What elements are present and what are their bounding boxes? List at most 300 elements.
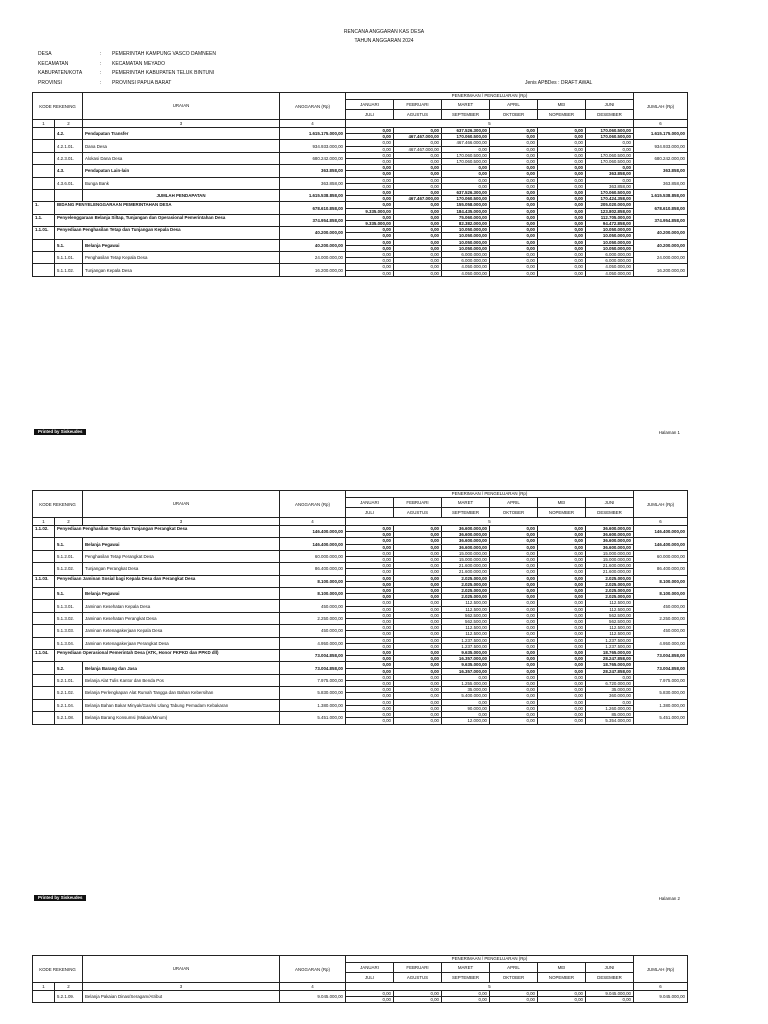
month-value-top: 0,00 <box>538 128 586 134</box>
month-value-bottom: 0,00 <box>490 581 538 587</box>
month-value-bottom: 0,00 <box>346 718 394 724</box>
month-value-bottom: 36.600.000,00 <box>442 532 490 538</box>
month-value-bottom: 0,00 <box>490 196 538 202</box>
jumlah-cell: 7.975.000,00 <box>634 674 688 686</box>
month-value-bottom: 0,00 <box>490 594 538 600</box>
report-title-block <box>0 28 768 46</box>
month-value-bottom: 0,00 <box>442 146 490 152</box>
month-value-bottom: 1.237.500,00 <box>586 643 634 649</box>
month-value-top: 1.237.500,00 <box>442 637 490 643</box>
uraian-cell: Pendapatan Transfer <box>83 128 280 140</box>
uraian-cell: Belanja Perlengkapan Alat Rumah Tangga dan Bahan Kebersihan <box>83 687 280 699</box>
month-header-cell <box>538 498 586 518</box>
penerimaan-header: PENERIMAAN / PENGELUARAN (Rp) <box>346 93 634 100</box>
month-value-bottom: 36.600.000,00 <box>586 544 634 550</box>
month-value-top: 15.000.000,00 <box>442 550 490 556</box>
month-value-top: 0,00 <box>346 588 394 594</box>
uraian-cell: Jaminan Ketenagakerjaan Kepala Desa <box>83 625 280 637</box>
month-value-bottom: 0,00 <box>586 997 634 1003</box>
anggaran-cell: 1.380.000,00 <box>280 699 346 711</box>
kode-level-1: 1.1.01. <box>33 227 55 239</box>
uraian-cell: Penyediaan Penghasilan Tetap dan Tunjangan Perangkat Desa <box>55 526 280 538</box>
month-value-bottom: 0,00 <box>490 705 538 711</box>
month-value-top: 0,00 <box>346 264 394 270</box>
kode-level-2: 4.2.1.01. <box>55 140 83 152</box>
month-value-bottom: 467.467.000,00 <box>394 134 442 140</box>
month-value-top: 0,00 <box>346 140 394 146</box>
month-value-bottom: 0,00 <box>490 159 538 165</box>
jumlah-cell: 24.000.000,00 <box>634 252 688 264</box>
month-value-top: 0,00 <box>346 650 394 656</box>
month-value-top: 467.466.000,00 <box>442 140 490 146</box>
month-value-bottom: 0,00 <box>538 258 586 264</box>
month-value-top: 10.050.000,00 <box>586 227 634 233</box>
month-value-top: 0,00 <box>394 165 442 171</box>
jumlah-cell: 4.950.000,00 <box>634 637 688 649</box>
month-value-top: 0,00 <box>346 177 394 183</box>
anggaran-cell: 16.200.000,00 <box>280 264 346 276</box>
month-value-bottom: 94.472.858,00 <box>586 221 634 227</box>
jumlah-cell: 8.100.000,00 <box>634 588 688 600</box>
month-value-bottom: 0,00 <box>538 532 586 538</box>
anggaran-cell: 5.830.000,00 <box>280 687 346 699</box>
kode-level-2: 5.2.1.04. <box>55 699 83 711</box>
jumlah-cell: 146.400.000,00 <box>634 538 688 550</box>
month-value-top: 36.600.000,00 <box>442 538 490 544</box>
month-value-top: 0,00 <box>394 190 442 196</box>
month-value-top: 0,00 <box>394 674 442 680</box>
uraian-cell: Penghasilan Tetap Perangkat Desa <box>83 550 280 562</box>
month-value-top: 0,00 <box>538 239 586 245</box>
month-bottom-label: SEPTEMBER <box>451 975 480 980</box>
col-number: 6 <box>634 983 688 991</box>
month-value-top: 2.025.000,00 <box>442 575 490 581</box>
month-value-bottom: 28.247.858,00 <box>586 656 634 662</box>
anggaran-cell: 678.610.858,00 <box>280 202 346 214</box>
month-value-bottom: 0,00 <box>346 569 394 575</box>
col-number: 3 <box>83 120 280 128</box>
month-value-bottom: 0,00 <box>346 668 394 674</box>
month-value-bottom: 28.247.858,00 <box>586 668 634 674</box>
month-value-top: 562.500,00 <box>586 612 634 618</box>
month-value-bottom: 0,00 <box>394 693 442 699</box>
anggaran-cell: 680.242.000,00 <box>280 152 346 164</box>
month-value-bottom: 0,00 <box>346 631 394 637</box>
month-value-top: 0,00 <box>442 674 490 680</box>
month-value-bottom: 0,00 <box>442 171 490 177</box>
jumlah-cell: 450.000,00 <box>634 625 688 637</box>
month-value-bottom: 0,00 <box>538 544 586 550</box>
month-top-label: JUNI <box>586 963 633 973</box>
month-value-top: 0,00 <box>538 165 586 171</box>
month-value-top: 0,00 <box>538 687 586 693</box>
month-value-top: 0,00 <box>538 202 586 208</box>
month-bottom-label: JULI <box>364 510 375 515</box>
kode-rekening-header: KODE REKENING <box>33 956 83 983</box>
jumlah-cell: 5.830.000,00 <box>634 687 688 699</box>
month-value-top: 4.050.000,00 <box>442 264 490 270</box>
col-number: 5 <box>346 518 634 526</box>
anggaran-header: ANGGARAN (Rp) <box>280 491 346 518</box>
anggaran-cell: 5.451.000,00 <box>280 712 346 724</box>
month-value-bottom: 0,00 <box>538 557 586 563</box>
printed-by-badge: Printed by Siskeudes <box>34 895 86 901</box>
uraian-cell: Penyediaan Penghasilan Tetap dan Tunjangan Kepala Desa <box>55 227 280 239</box>
month-value-top: 75.060.000,00 <box>442 214 490 220</box>
month-bottom-label: NOPEMBER <box>548 112 575 117</box>
month-value-bottom: 10.050.000,00 <box>586 245 634 251</box>
kode-level-1 <box>33 140 55 152</box>
col-number: 1 <box>33 120 55 128</box>
month-value-bottom: 0,00 <box>538 208 586 214</box>
month-value-bottom: 0,00 <box>394 208 442 214</box>
month-value-top: 0,00 <box>586 177 634 183</box>
month-top-label: MEI <box>538 963 585 973</box>
month-value-bottom: 0,00 <box>538 619 586 625</box>
month-value-bottom: 170.060.500,00 <box>442 196 490 202</box>
month-value-bottom: 0,00 <box>490 134 538 140</box>
month-bottom-label: AGUSTUS <box>406 975 429 980</box>
month-value-top: 112.500,00 <box>442 625 490 631</box>
kode-level-1 <box>33 991 55 1003</box>
month-value-top: 0,00 <box>490 177 538 183</box>
month-value-top: 0,00 <box>538 152 586 158</box>
month-value-bottom: 0,00 <box>490 619 538 625</box>
month-value-bottom: 0,00 <box>490 258 538 264</box>
uraian-cell: Belanja Barang Konsumsi (Makan/Minum) <box>83 712 280 724</box>
page-number: Halaman 1 <box>658 430 680 435</box>
kode-level-1 <box>33 612 55 624</box>
jumlah-cell: 2.250.000,00 <box>634 612 688 624</box>
kode-level-1: 1.1.03. <box>33 575 55 587</box>
kode-level-2 <box>55 190 83 202</box>
kode-level-1 <box>33 538 55 550</box>
jumlah-cell: 363.858,00 <box>634 165 688 177</box>
month-value-top: 0,00 <box>490 152 538 158</box>
month-value-bottom: 0,00 <box>346 643 394 649</box>
month-bottom-label: DESEMBER <box>597 112 622 117</box>
month-value-top: 0,00 <box>538 563 586 569</box>
col-number: 4 <box>280 120 346 128</box>
month-value-bottom: 0,00 <box>538 668 586 674</box>
col-number: 4 <box>280 983 346 991</box>
month-value-bottom: 0,00 <box>490 997 538 1003</box>
month-header-cell <box>490 498 538 518</box>
month-value-bottom: 0,00 <box>394 997 442 1003</box>
month-value-top: 0,00 <box>442 699 490 705</box>
header-row <box>33 956 688 963</box>
month-value-bottom: 0,00 <box>394 171 442 177</box>
anggaran-cell: 24.000.000,00 <box>280 252 346 264</box>
month-value-top: 9.045.000,00 <box>586 991 634 997</box>
month-bottom-label: OKTOBER <box>502 975 525 980</box>
month-value-top: 10.050.000,00 <box>442 239 490 245</box>
kode-level-2: 5.1.2.01. <box>55 550 83 562</box>
month-value-bottom: 562.500,00 <box>586 619 634 625</box>
month-value-bottom: 0,00 <box>394 221 442 227</box>
budget-table-page-1 <box>32 92 688 277</box>
month-value-top: 0,00 <box>394 264 442 270</box>
month-value-top: 15.000.000,00 <box>586 550 634 556</box>
col-number: 4 <box>280 518 346 526</box>
month-value-top: 0,00 <box>394 177 442 183</box>
month-value-bottom: 0,00 <box>394 656 442 662</box>
month-value-top: 0,00 <box>346 712 394 718</box>
month-value-top: 0,00 <box>346 550 394 556</box>
month-value-bottom: 360.000,00 <box>586 693 634 699</box>
anggaran-cell: 374.954.858,00 <box>280 214 346 226</box>
month-value-top: 0,00 <box>394 563 442 569</box>
kode-level-1 <box>33 674 55 686</box>
month-value-bottom: 9.335.000,00 <box>346 208 394 214</box>
header-row <box>33 93 688 100</box>
month-value-bottom: 0,00 <box>490 631 538 637</box>
kode-level-2: 5.2.1.08. <box>55 712 83 724</box>
report-page-1 <box>0 0 768 435</box>
month-value-top: 0,00 <box>394 991 442 997</box>
month-value-top: 36.600.000,00 <box>442 526 490 532</box>
month-value-bottom: 0,00 <box>490 233 538 239</box>
header-row <box>33 491 688 498</box>
month-value-bottom: 16.357.000,00 <box>442 656 490 662</box>
month-value-bottom: 0,00 <box>490 208 538 214</box>
col-number: 3 <box>83 518 280 526</box>
uraian-cell: Penghasilan Tetap Kepala Desa <box>83 252 280 264</box>
month-value-top: 2.025.000,00 <box>586 588 634 594</box>
month-header-cell <box>586 100 634 120</box>
month-value-top: 0,00 <box>394 550 442 556</box>
column-number-row <box>33 983 688 991</box>
kode-level-2: 5.1. <box>55 538 83 550</box>
kode-level-2: 4.2.3.01. <box>55 152 83 164</box>
month-value-bottom: 4.050.000,00 <box>586 270 634 276</box>
village-info <box>38 50 216 88</box>
month-value-bottom: 10.050.000,00 <box>586 233 634 239</box>
month-top-label: JUNI <box>586 100 633 110</box>
jenis-apbdes: Jenis APBDes : DRAFT AWAL <box>525 80 593 86</box>
month-value-top: 170.060.500,00 <box>442 152 490 158</box>
kode-level-2: 5.2.1.09. <box>55 991 83 1003</box>
month-value-top: 0,00 <box>538 650 586 656</box>
month-value-top: 0,00 <box>490 165 538 171</box>
month-value-top: 0,00 <box>394 662 442 668</box>
uraian-cell: Penyediaan Jaminan Sosial bagi Kepala Desa dan Perangkat Desa <box>55 575 280 587</box>
month-value-top: 0,00 <box>346 214 394 220</box>
kode-level-1 <box>33 128 55 140</box>
report-page-2 <box>0 470 768 910</box>
col-number: 6 <box>634 518 688 526</box>
uraian-cell: Jaminan Kesehatan Perangkat Desa <box>83 612 280 624</box>
uraian-cell: Belanja Bahan Bakar Minyak/Gas/Isi Ulang Tabung Pemadam Kebakaran <box>83 699 280 711</box>
month-value-bottom: 0,00 <box>346 245 394 251</box>
month-value-bottom: 4.050.000,00 <box>442 270 490 276</box>
month-value-top: 0,00 <box>490 227 538 233</box>
month-value-bottom: 2.025.000,00 <box>586 581 634 587</box>
month-value-top: 170.060.500,00 <box>586 152 634 158</box>
month-value-top: 0,00 <box>346 600 394 606</box>
anggaran-cell: 60.000.000,00 <box>280 550 346 562</box>
month-value-bottom: 0,00 <box>346 693 394 699</box>
kode-level-1: 1.1.04. <box>33 650 55 662</box>
month-value-bottom: 1.237.500,00 <box>442 643 490 649</box>
month-value-top: 0,00 <box>394 152 442 158</box>
month-value-top: 0,00 <box>538 227 586 233</box>
month-value-top: 2.025.000,00 <box>442 588 490 594</box>
month-header-cell <box>442 100 490 120</box>
month-value-bottom: 0,00 <box>538 705 586 711</box>
info-row-kecamatan: KECAMATAN : KECAMATAN MEYADO <box>38 60 166 67</box>
month-value-bottom: 0,00 <box>538 146 586 152</box>
kode-level-1: 1. <box>33 202 55 214</box>
month-value-bottom: 0,00 <box>538 581 586 587</box>
month-value-top: 0,00 <box>346 202 394 208</box>
month-value-top: 0,00 <box>538 991 586 997</box>
month-value-top: 0,00 <box>538 252 586 258</box>
month-value-top: 0,00 <box>490 588 538 594</box>
month-value-bottom: 123.802.858,00 <box>586 208 634 214</box>
anggaran-cell: 40.200.000,00 <box>280 227 346 239</box>
month-value-top: 0,00 <box>394 227 442 233</box>
month-value-bottom: 0,00 <box>346 606 394 612</box>
month-value-top: 0,00 <box>346 625 394 631</box>
uraian-cell: Belanja Pegawai <box>83 239 280 251</box>
month-value-top: 155.058.000,00 <box>442 202 490 208</box>
month-value-top: 0,00 <box>394 650 442 656</box>
month-value-top: 0,00 <box>346 699 394 705</box>
month-value-top: 0,00 <box>346 128 394 134</box>
month-value-bottom: 0,00 <box>394 631 442 637</box>
month-value-bottom: 0,00 <box>538 693 586 699</box>
month-value-bottom: 467.467.000,00 <box>394 196 442 202</box>
month-value-bottom: 170.060.500,00 <box>442 159 490 165</box>
anggaran-cell: 86.400.000,00 <box>280 563 346 575</box>
month-value-bottom: 21.600.000,00 <box>586 569 634 575</box>
kode-level-1 <box>33 165 55 177</box>
month-value-top: 0,00 <box>490 563 538 569</box>
month-value-top: 0,00 <box>490 612 538 618</box>
jumlah-cell: 73.004.858,00 <box>634 650 688 662</box>
jumlah-header: JUMLAH (Rp) <box>634 956 688 983</box>
month-value-top: 0,00 <box>394 699 442 705</box>
uraian-header: URAIAN <box>83 491 280 518</box>
jumlah-header: JUMLAH (Rp) <box>634 491 688 518</box>
month-value-top: 36.600.000,00 <box>586 526 634 532</box>
month-value-bottom: 363.858,00 <box>586 171 634 177</box>
month-value-bottom: 0,00 <box>394 245 442 251</box>
month-value-top: 0,00 <box>490 140 538 146</box>
kode-level-2: 4.3. <box>55 165 83 177</box>
month-value-top: 6.000.000,00 <box>586 252 634 258</box>
month-value-top: 0,00 <box>538 575 586 581</box>
month-value-bottom: 1.260.000,00 <box>586 705 634 711</box>
month-value-bottom: 0,00 <box>346 134 394 140</box>
month-value-bottom: 0,00 <box>586 146 634 152</box>
month-value-top: 21.600.000,00 <box>586 563 634 569</box>
month-header-cell <box>586 963 634 983</box>
anggaran-cell: 146.400.000,00 <box>280 526 346 538</box>
month-value-bottom: 0,00 <box>538 681 586 687</box>
month-value-bottom: 5.354.000,00 <box>586 718 634 724</box>
uraian-cell: Belanja Alat Tulis Kantor dan Benda Pos <box>83 674 280 686</box>
month-value-top: 0,00 <box>490 687 538 693</box>
month-value-bottom: 170.060.500,00 <box>586 159 634 165</box>
month-value-top: 0,00 <box>442 991 490 997</box>
kode-level-1 <box>33 588 55 600</box>
jumlah-cell: 73.004.858,00 <box>634 662 688 674</box>
col-number: 3 <box>83 983 280 991</box>
month-value-bottom: 0,00 <box>394 681 442 687</box>
month-value-bottom: 9.335.000,00 <box>346 221 394 227</box>
month-value-top: 0,00 <box>490 637 538 643</box>
month-value-top: 0,00 <box>538 177 586 183</box>
month-value-bottom: 112.500,00 <box>442 631 490 637</box>
anggaran-cell: 4.950.000,00 <box>280 637 346 649</box>
month-value-top: 10.050.000,00 <box>586 239 634 245</box>
month-value-bottom: 6.000.000,00 <box>442 258 490 264</box>
anggaran-cell: 934.933.000,00 <box>280 140 346 152</box>
month-value-bottom: 0,00 <box>394 159 442 165</box>
month-value-bottom: 112.500,00 <box>442 606 490 612</box>
month-value-top: 0,00 <box>394 612 442 618</box>
month-value-bottom: 0,00 <box>346 532 394 538</box>
month-value-bottom: 0,00 <box>490 171 538 177</box>
kode-level-2: 4.2. <box>55 128 83 140</box>
month-value-top: 0,00 <box>538 612 586 618</box>
month-value-bottom: 0,00 <box>490 557 538 563</box>
month-value-top: 0,00 <box>346 526 394 532</box>
month-value-bottom: 0,00 <box>346 594 394 600</box>
month-value-bottom: 0,00 <box>394 619 442 625</box>
uraian-cell: Alokasi Dana Desa <box>83 152 280 164</box>
month-bottom-label: SEPTEMBER <box>451 112 480 117</box>
month-value-bottom: 6.000.000,00 <box>586 258 634 264</box>
month-value-bottom: 170.060.500,00 <box>586 134 634 140</box>
month-value-top: 10.050.000,00 <box>442 227 490 233</box>
month-value-bottom: 0,00 <box>346 171 394 177</box>
month-value-bottom: 0,00 <box>490 270 538 276</box>
month-value-bottom: 0,00 <box>442 183 490 189</box>
month-value-bottom: 0,00 <box>394 544 442 550</box>
uraian-cell: JUMLAH PENDAPATAN <box>83 190 280 202</box>
month-value-bottom: 170.060.500,00 <box>442 134 490 140</box>
month-value-top: 170.060.500,00 <box>586 190 634 196</box>
month-value-bottom: 10.050.000,00 <box>442 245 490 251</box>
month-value-bottom: 0,00 <box>394 705 442 711</box>
month-value-top: 0,00 <box>538 588 586 594</box>
month-value-top: 36.600.000,00 <box>586 538 634 544</box>
month-value-bottom: 0,00 <box>394 718 442 724</box>
month-value-top: 0,00 <box>490 214 538 220</box>
month-value-bottom: 2.025.000,00 <box>442 581 490 587</box>
month-bottom-label: OKTOBER <box>502 510 525 515</box>
month-bottom-label: NOPEMBER <box>548 510 575 515</box>
month-value-top: 0,00 <box>346 252 394 258</box>
uraian-cell: Dana Desa <box>83 140 280 152</box>
month-value-top: 0,00 <box>490 674 538 680</box>
month-value-bottom: 184.435.000,00 <box>442 208 490 214</box>
month-value-top: 0,00 <box>394 128 442 134</box>
month-value-top: 0,00 <box>394 202 442 208</box>
month-value-top: 0,00 <box>538 526 586 532</box>
month-value-top: 0,00 <box>394 526 442 532</box>
anggaran-header: ANGGARAN (Rp) <box>280 93 346 120</box>
month-value-bottom: 0,00 <box>538 134 586 140</box>
month-value-bottom: 21.600.000,00 <box>442 569 490 575</box>
month-header-cell <box>394 100 442 120</box>
col-number: 2 <box>55 983 83 991</box>
month-value-top: 0,00 <box>490 264 538 270</box>
month-value-top: 0,00 <box>442 712 490 718</box>
